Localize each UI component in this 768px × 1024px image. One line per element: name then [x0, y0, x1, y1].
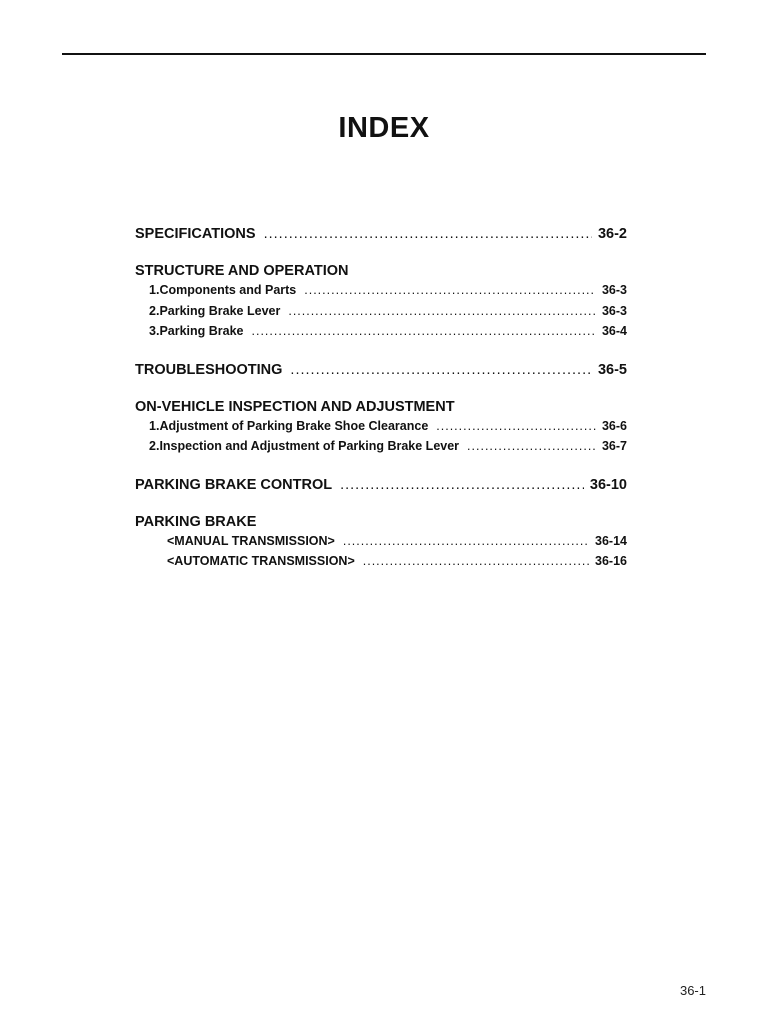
toc-entry-page: 36-14	[595, 533, 627, 548]
toc-section-heading: ON-VEHICLE INSPECTION AND ADJUSTMENT	[135, 398, 455, 415]
toc-entry-parking-brake-lever[interactable]	[135, 304, 627, 325]
header-rule	[62, 53, 706, 55]
toc-group-structure	[135, 263, 627, 345]
dot-leader	[363, 554, 589, 568]
toc-entry-lever-inspection[interactable]	[135, 439, 627, 460]
toc-entry-label: SPECIFICATIONS	[135, 226, 256, 242]
toc-section-heading: PARKING BRAKE	[135, 513, 257, 530]
toc-entry-page: 36-2	[597, 226, 627, 242]
toc-group-specifications	[135, 226, 627, 246]
toc-group-control	[135, 477, 627, 497]
toc-group-parking-brake	[135, 514, 627, 575]
toc-entry-label: Parking Brake Lever	[159, 303, 281, 318]
toc-entry-page: 36-7	[601, 439, 627, 453]
dot-leader	[304, 283, 596, 297]
toc-entry-manual-transmission[interactable]	[135, 534, 627, 555]
toc-entry-page: 36-3	[601, 283, 627, 297]
dot-leader	[343, 534, 589, 548]
toc-entry-page: 36-10	[589, 476, 627, 493]
toc-entry-number: 1.	[149, 283, 160, 297]
dot-leader	[436, 419, 596, 433]
toc-entry-number: 1.	[149, 418, 160, 433]
toc-entry-page: 36-16	[595, 554, 627, 568]
page-title: INDEX	[338, 112, 430, 144]
page-number: 36-1	[679, 983, 706, 998]
toc-entry-shoe-clearance[interactable]	[135, 419, 627, 440]
toc-entry-number: 2.	[149, 303, 160, 318]
toc-entry-label: <AUTOMATIC TRANSMISSION>	[167, 554, 355, 568]
dot-leader	[252, 324, 596, 338]
dot-leader	[288, 304, 596, 318]
dot-leader	[264, 226, 592, 242]
toc-entry-label: TROUBLESHOOTING	[135, 361, 283, 378]
toc-entry-components-and-parts[interactable]	[135, 283, 627, 304]
dot-leader	[467, 439, 596, 453]
toc-entry-specifications[interactable]	[135, 226, 627, 246]
toc-entry-page: 36-4	[601, 324, 627, 338]
toc-entry-label: Adjustment of Parking Brake Shoe Clearance	[159, 418, 429, 433]
toc-entry-number: 3.	[149, 324, 160, 338]
toc-entry-page: 36-5	[597, 361, 627, 378]
toc-entry-label: PARKING BRAKE CONTROL	[135, 476, 333, 493]
toc-entry-label: Components and Parts	[159, 283, 297, 297]
toc-group-inspection	[135, 399, 627, 460]
toc-section-heading: STRUCTURE AND OPERATION	[135, 263, 349, 279]
toc-entry-label: <MANUAL TRANSMISSION>	[167, 533, 335, 548]
toc-entry-page: 36-6	[601, 418, 627, 433]
toc-entry-troubleshooting[interactable]	[135, 362, 627, 382]
dot-leader	[340, 477, 584, 493]
toc-entry-parking-brake[interactable]	[135, 324, 627, 345]
toc-entry-page: 36-3	[601, 303, 627, 318]
toc-entry-label: Parking Brake	[159, 324, 244, 338]
toc-entry-automatic-transmission[interactable]	[135, 554, 627, 575]
dot-leader	[290, 362, 592, 378]
toc-entry-parking-brake-control[interactable]	[135, 477, 627, 497]
toc-entry-number: 2.	[149, 439, 160, 453]
toc-entry-label: Inspection and Adjustment of Parking Brake Lever	[159, 439, 460, 453]
table-of-contents	[135, 226, 627, 575]
toc-group-troubleshooting	[135, 362, 627, 382]
